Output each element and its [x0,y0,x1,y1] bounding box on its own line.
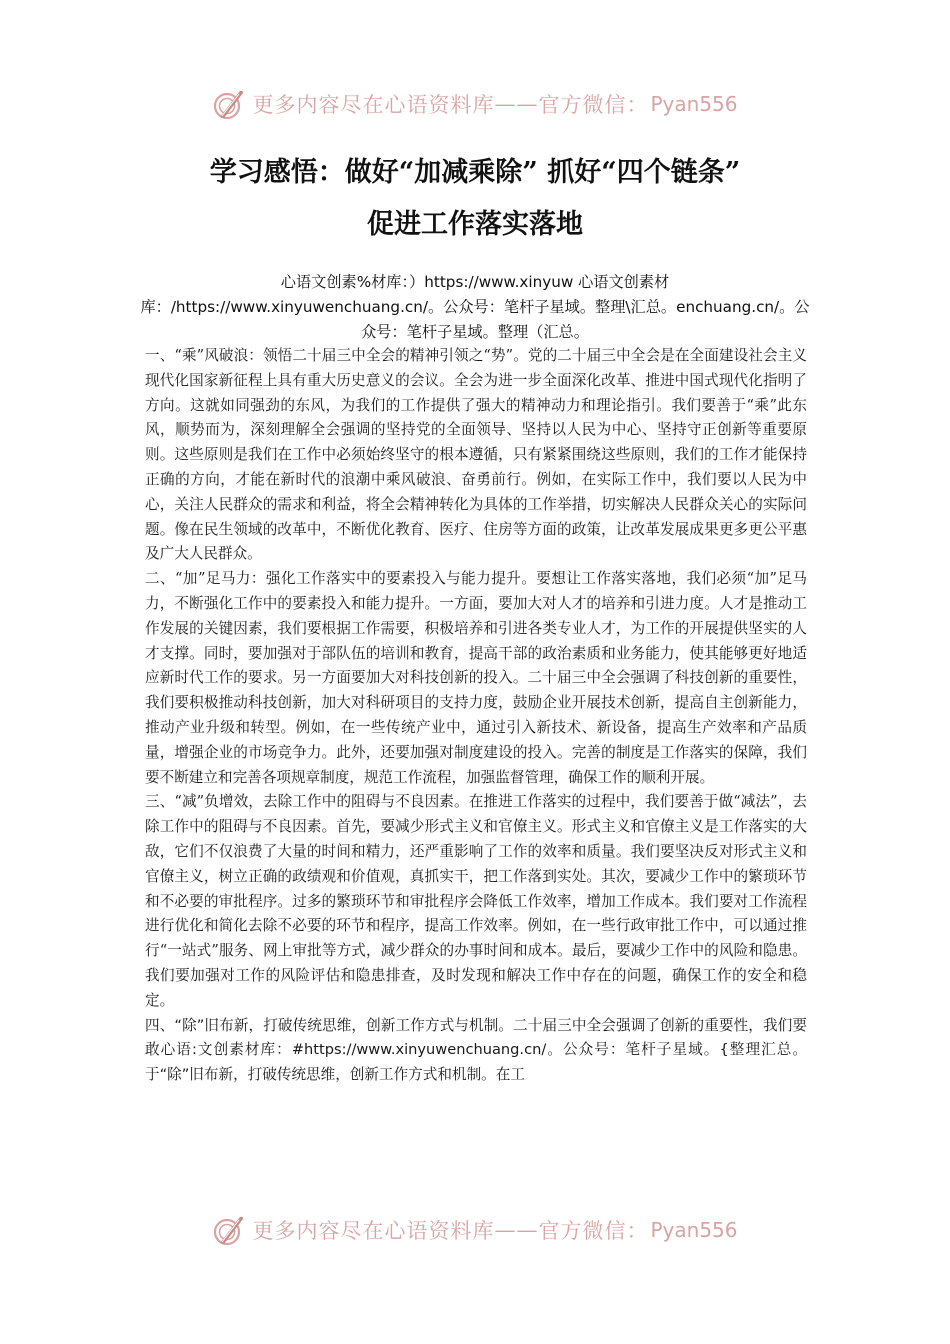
banner-handle: Pyan556 [650,92,738,116]
footer-banner [0,1208,950,1252]
paragraph-add: 二、“加”足马力：强化工作落实中的要素投入与能力提升。要想让工作落实落地，我们必须“加”足马力，不断强化工作中的要素投入和能力提升。一方面，要加大对人才的培养和引进力度。人才是推动工作发展的关键因素，我们要根据工作需要，积极培养和引进各类专业人才，为工作的开展提供坚实的人才支撑。同时，要加强对于部队伍的培训和教育，提高干部的政治素质和业务能力，使其能够更好地适应新时代工作的要求。另一方面要加大对科技创新的投入。二十届三中全会强调了科技创新的重要性，我们要积极推动科技创新，加大对科研项目的支持力度，鼓励企业开展技术创新，提高自主创新能力，推动产业升级和转型。例如，在一些传统产业中，通过引入新技术、新设备，提高生产效率和产品质量，增强企业的市场竞争力。此外，还要加强对制度建设的投入。完善的制度是工作落实的保障，我们要不断建立和完善各项规章制度，规范工作流程，加强监督管理，确保工作的顺利开展。 [145,570,807,786]
title-line-2: 促进工作落实落地 [367,209,583,240]
quill-logo-icon [212,87,246,121]
banner-label: 官方微信： [538,93,649,117]
source-note: 心语文创素%材库：）https://www.xinyuw 心语文创素材库：/https://www.xinyuwenchuang.cn/。公众号：笔杆子星域。整理\汇总。enchuang.cn/。公众号：笔杆子星域。整理（汇总。 [140,273,810,341]
quill-logo-icon [212,1213,246,1247]
banner-label: 官方微信： [538,1219,649,1243]
banner-separator: —— [494,92,539,116]
banner-handle: Pyan556 [650,1218,738,1242]
banner-text: 更多内容尽在心语资料库 [252,1219,495,1243]
paragraph-multiply: 一、“乘”风破浪：领悟二十届三中全会的精神引领之“势”。党的二十届三中全会是在全面建设社会主义现代化国家新征程上具有重大历史意义的会议。全会为进一步全面深化改革、推进中国式现代化指明了方向。这就如同强劲的东风，为我们的工作提供了强大的精神动力和理论指引。我们要善于“乘”此东风，顺势而为，深刻理解全会强调的坚持党的全面领导、坚持以人民为中心、坚持守正创新等重要原则。这些原则是我们在工作中必须始终坚守的根本遵循，只有紧紧围绕这些原则，我们的工作才能保持正确的方向，才能在新时代的浪潮中乘风破浪、奋勇前行。例如，在实际工作中，我们要以人民为中心，关注人民群众的需求和利益，将全会精神转化为具体的工作举措，切实解决人民群众关心的实际问题。像在民生领域的改革中，不断优化教育、医疗、住房等方面的政策，让改革发展成果更多更公平惠及广大人民群众。 [145,347,807,563]
header-banner [0,82,950,126]
title-line-1: 学习感悟：做好“加减乘除” 抓好“四个链条” [209,157,741,188]
paragraph-subtract: 三、“减”负增效，去除工作中的阻碍与不良因素。在推进工作落实的过程中，我们要善于做“减法”，去除工作中的阻碍与不良因素。首先，要减少形式主义和官僚主义。形式主义和官僚主义是工作落实的大敌，它们不仅浪费了大量的时间和精力，还严重影响了工作的效率和质量。我们要坚决反对形式主义和官僚主义，树立正确的政绩观和价值观，真抓实干，把工作落到实处。其次，要减少工作中的繁琐环节和不必要的审批程序。过多的繁琐环节和审批程序会降低工作效率，增加工作成本。我们要对工作流程进行优化和简化去除不必要的环节和程序，提高工作效率。例如，在一些行政审批工作中，可以通过推行“一站式”服务、网上审批等方式，减少群众的办事时间和成本。最后，要减少工作中的风险和隐患。我们要加强对工作的风险评估和隐患排查，及时发现和解决工作中存在的问题，确保工作的安全和稳定。 [145,793,807,1009]
banner-text: 更多内容尽在心语资料库 [252,93,495,117]
article-body [145,344,807,1088]
banner-separator: —— [494,1218,539,1242]
paragraph-remove: 四、“除”旧布新，打破传统思维，创新工作方式与机制。二十届三中全会强调了创新的重要性，我们要敢心语:文创素材库：#https://www.xinyuwenchuang.cn/。公众号：笔杆子星域。{整理汇总。于“除”旧布新，打破传统思维，创新工作方式和机制。在工 [145,1016,807,1084]
